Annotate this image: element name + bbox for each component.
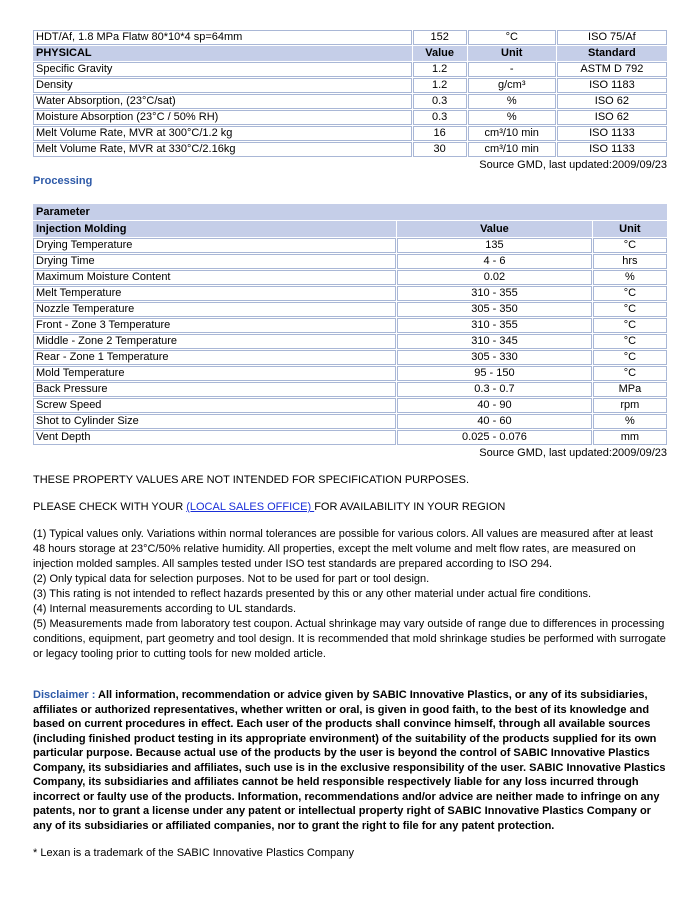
table-row (33, 254, 667, 269)
footnote: (3) This rating is not intended to reflect hazards presented by this or any other material under actual fire conditions. (33, 588, 592, 600)
processing-table (32, 203, 668, 446)
parameter-header: Parameter (33, 204, 667, 220)
property-value: 0.3 (413, 110, 467, 125)
parameter-name: Nozzle Temperature (33, 302, 396, 317)
parameter-unit: °C (593, 366, 667, 381)
table-row (33, 286, 667, 301)
property-name: HDT/Af, 1.8 MPa Flatw 80*10*4 sp=64mm (33, 30, 412, 45)
parameter-value: 135 (397, 238, 592, 253)
parameter-value: 0.02 (397, 270, 592, 285)
column-header-unit: Unit (593, 221, 667, 237)
footnote: (1) Typical values only. Variations within normal tolerances are possible for various colors. All values are measured after at least 48 hours storage at 23°C/50% relative humidity. All properties, except the melt volume and melt flow rates, are measured on injection molded samples. All samples tested under ISO test standards are prepared according to ISO 294. (33, 528, 653, 570)
disclaimer-text: All information, recommendation or advice given by SABIC Innovative Plastics, or any of its subsidiaries, affiliates or authorized representatives, whether written or oral, is given in good faith, to the best of its knowledge and based on current procedures in effect. Each user of the products shall convince himself, through all available sources (including finished product testing in its appropriate environment) of the suitability of the products supplied for its own particular purpose. Because actual use of the products by the user is beyond the control of SABIC Innovative Plastics Company, its subsidiaries and affiliates, such use is in the exclusive responsibility of the user. SABIC Innovative Plastics Company, its subsidiaries and affiliates cannot be held responsible respectively liable for any loss incurred through incorrect or faulty use of the products. Information, recommendations and/or advice are neither made to infringe on any patents, nor to grant a license under any patent or intellectual property right of SABIC Innovative Plastics Company or any of its subsidiaries or affiliated companies, nor to grant the right to file for any patent protection. (33, 689, 666, 832)
property-unit: cm³/10 min (468, 126, 556, 141)
parameter-name: Maximum Moisture Content (33, 270, 396, 285)
physical-source-note: Source GMD, last updated:2009/09/23 (479, 159, 667, 171)
property-unit: °C (468, 30, 556, 45)
property-unit: - (468, 62, 556, 77)
property-unit: % (468, 94, 556, 109)
parameter-name: Shot to Cylinder Size (33, 414, 396, 429)
table-row (33, 30, 667, 45)
physical-header-row (33, 46, 667, 61)
parameter-value: 305 - 350 (397, 302, 592, 317)
property-standard: ISO 1133 (557, 142, 667, 157)
parameter-unit: °C (593, 286, 667, 301)
parameter-unit: °C (593, 318, 667, 333)
parameter-value: 310 - 355 (397, 286, 592, 301)
parameter-value: 305 - 330 (397, 350, 592, 365)
table-row (33, 94, 667, 109)
parameter-value: 4 - 6 (397, 254, 592, 269)
footnote: (2) Only typical data for selection purposes. Not to be used for part or tool design. (33, 573, 430, 585)
table-row (33, 382, 667, 397)
notice-prefix: PLEASE CHECK WITH YOUR (33, 501, 187, 513)
parameter-unit: °C (593, 238, 667, 253)
property-unit: cm³/10 min (468, 142, 556, 157)
parameter-unit: °C (593, 350, 667, 365)
table-row (33, 318, 667, 333)
parameter-unit: °C (593, 302, 667, 317)
parameter-name: Middle - Zone 2 Temperature (33, 334, 396, 349)
table-row (33, 238, 667, 253)
footnote: (5) Measurements made from laboratory test coupon. Actual shrinkage may vary outside of range due to differences in processing conditions, equipment, part geometry and tool design. It is recommended that mold shrinkage studies be performed with surrogate or legacy tooling prior to cutting tools for new molded article. (33, 618, 666, 660)
processing-header-row-1 (33, 204, 667, 220)
table-row (33, 414, 667, 429)
table-row (33, 366, 667, 381)
column-header-value: Value (413, 46, 467, 61)
column-header-unit: Unit (468, 46, 556, 61)
processing-source-note: Source GMD, last updated:2009/09/23 (479, 447, 667, 459)
property-standard: ISO 1133 (557, 126, 667, 141)
table-row (33, 430, 667, 445)
table-row (33, 398, 667, 413)
trademark-note: * Lexan is a trademark of the SABIC Innovative Plastics Company (33, 847, 354, 859)
table-row (33, 350, 667, 365)
parameter-value: 0.025 - 0.076 (397, 430, 592, 445)
parameter-name: Vent Depth (33, 430, 396, 445)
table-row (33, 334, 667, 349)
physical-properties-table (32, 29, 668, 158)
property-value: 0.3 (413, 94, 467, 109)
parameter-name: Front - Zone 3 Temperature (33, 318, 396, 333)
property-standard: ISO 1183 (557, 78, 667, 93)
parameter-name: Screw Speed (33, 398, 396, 413)
property-name: Melt Volume Rate, MVR at 300°C/1.2 kg (33, 126, 412, 141)
table-row (33, 62, 667, 77)
table-row (33, 126, 667, 141)
parameter-unit: % (593, 414, 667, 429)
footnote: (4) Internal measurements according to UL standards. (33, 603, 297, 615)
parameter-name: Melt Temperature (33, 286, 396, 301)
property-value: 16 (413, 126, 467, 141)
parameter-unit: mm (593, 430, 667, 445)
table-row (33, 142, 667, 157)
parameter-name: Rear - Zone 1 Temperature (33, 350, 396, 365)
parameter-name: Mold Temperature (33, 366, 396, 381)
disclaimer (33, 688, 667, 833)
column-header-value: Value (397, 221, 592, 237)
local-sales-office-link[interactable]: (LOCAL SALES OFFICE) (186, 501, 315, 513)
property-value: 30 (413, 142, 467, 157)
parameter-name: Drying Temperature (33, 238, 396, 253)
injection-molding-header: Injection Molding (33, 221, 396, 237)
parameter-name: Drying Time (33, 254, 396, 269)
property-name: Specific Gravity (33, 62, 412, 77)
property-name: Density (33, 78, 412, 93)
property-standard: ASTM D 792 (557, 62, 667, 77)
property-name: Water Absorption, (23°C/sat) (33, 94, 412, 109)
parameter-value: 95 - 150 (397, 366, 592, 381)
processing-title: Processing (33, 175, 93, 187)
footnotes (33, 527, 667, 662)
table-row (33, 302, 667, 317)
parameter-name: Back Pressure (33, 382, 396, 397)
property-unit: g/cm³ (468, 78, 556, 93)
parameter-unit: °C (593, 334, 667, 349)
parameter-value: 310 - 345 (397, 334, 592, 349)
property-standard: ISO 75/Af (557, 30, 667, 45)
parameter-unit: hrs (593, 254, 667, 269)
property-name: Moisture Absorption (23°C / 50% RH) (33, 110, 412, 125)
parameter-unit: MPa (593, 382, 667, 397)
column-header-standard: Standard (557, 46, 667, 61)
property-value: 1.2 (413, 78, 467, 93)
section-header: PHYSICAL (33, 46, 412, 61)
property-value: 152 (413, 30, 467, 45)
property-value: 1.2 (413, 62, 467, 77)
parameter-unit: rpm (593, 398, 667, 413)
table-row (33, 110, 667, 125)
property-standard: ISO 62 (557, 110, 667, 125)
property-unit: % (468, 110, 556, 125)
parameter-unit: % (593, 270, 667, 285)
processing-header-row-2 (33, 221, 667, 237)
parameter-value: 310 - 355 (397, 318, 592, 333)
property-name: Melt Volume Rate, MVR at 330°C/2.16kg (33, 142, 412, 157)
notice-suffix: FOR AVAILABILITY IN YOUR REGION (314, 501, 506, 513)
sales-office-notice (33, 500, 667, 515)
specification-notice: THESE PROPERTY VALUES ARE NOT INTENDED FOR SPECIFICATION PURPOSES. (33, 474, 470, 486)
table-row (33, 78, 667, 93)
parameter-value: 40 - 60 (397, 414, 592, 429)
parameter-value: 0.3 - 0.7 (397, 382, 592, 397)
parameter-value: 40 - 90 (397, 398, 592, 413)
disclaimer-label: Disclaimer : (33, 689, 99, 701)
table-row (33, 270, 667, 285)
property-standard: ISO 62 (557, 94, 667, 109)
